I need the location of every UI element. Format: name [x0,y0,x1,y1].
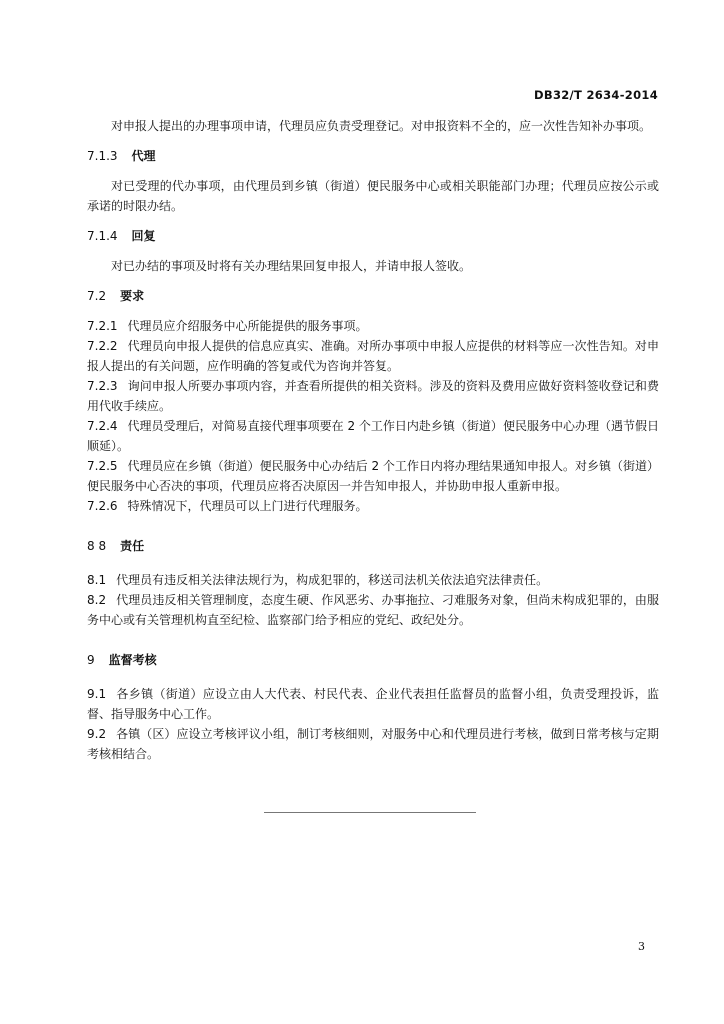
section-heading-7-1-4: 7.1.4 回复 [87,229,156,243]
section-heading-7-2: 7.2 要求 [87,289,145,303]
clause-7-2-2: 7.2.2 代理员向申报人提供的信息应真实、准确。对所办事项中申报人应提供的材料等应一次性告知。对申报人提出的有关问题，应作明确的答复或代为咨询并答复。 [87,339,659,373]
standard-code: DB32/T 2634-2014 [534,88,658,102]
clause-9-2: 9.2 各镇（区）应设立考核评议小组，制订考核细则，对服务中心和代理员进行考核，做到日常考核与定期考核相结合。 [87,727,659,761]
clause-7-2-1: 7.2.1 代理员应介绍服务中心所能提供的服务事项。 [87,319,368,333]
clause-8-1: 8.1 代理员有违反相关法律法规行为，构成犯罪的，移送司法机关依法追究法律责任。 [87,573,549,587]
clause-7-2-5: 7.2.5 代理员应在乡镇（街道）便民服务中心办结后 2 个工作日内将办理结果通知申报人。对乡镇（街道）便民服务中心否决的事项，代理员应将否决原因一并告知申报人，并协助申报人重新申报。 [87,459,659,493]
section-heading-9: 9 监督考核 [87,653,157,667]
clause-9-1: 9.1 各乡镇（街道）应设立由人大代表、村民代表、企业代表担任监督员的监督小组，负责受理投诉，监督、指导服务中心工作。 [87,687,659,721]
section-heading-7-1-3: 7.1.3 代理 [87,149,156,163]
clause-7-2-3: 7.2.3 询问申报人所要办事项内容，并查看所提供的相关资料。涉及的资料及费用应做好资料签收登记和费用代收手续应。 [87,379,659,413]
paragraph: 对申报人提出的办理事项申请，代理员应负责受理登记。对申报资料不全的，应一次性告知补办事项。 [111,119,652,133]
page-content [87,116,659,764]
section-heading-8: 8 8 责任 [87,539,145,553]
clause-7-2-4: 7.2.4 代理员受理后，对简易直接代理事项要在 2 个工作日内赴乡镇（街道）便民服务中心办理（遇节假日顺延）。 [87,419,659,453]
paragraph: 对已受理的代办事项，由代理员到乡镇（街道）便民服务中心或相关职能部门办理；代理员应按公示或承诺的时限办结。 [87,179,659,213]
clause-8-2: 8.2 代理员违反相关管理制度，态度生硬、作风恶劣、办事拖拉、刁难服务对象，但尚未构成犯罪的，由服务中心或有关管理机构直至纪检、监察部门给予相应的党纪、政纪处分。 [87,593,659,627]
paragraph: 对已办结的事项及时将有关办理结果回复申报人，并请申报人签收。 [111,259,472,273]
clause-7-2-6: 7.2.6 特殊情况下，代理员可以上门进行代理服务。 [87,499,368,513]
page-number: 3 [638,940,645,953]
end-divider [264,812,476,813]
